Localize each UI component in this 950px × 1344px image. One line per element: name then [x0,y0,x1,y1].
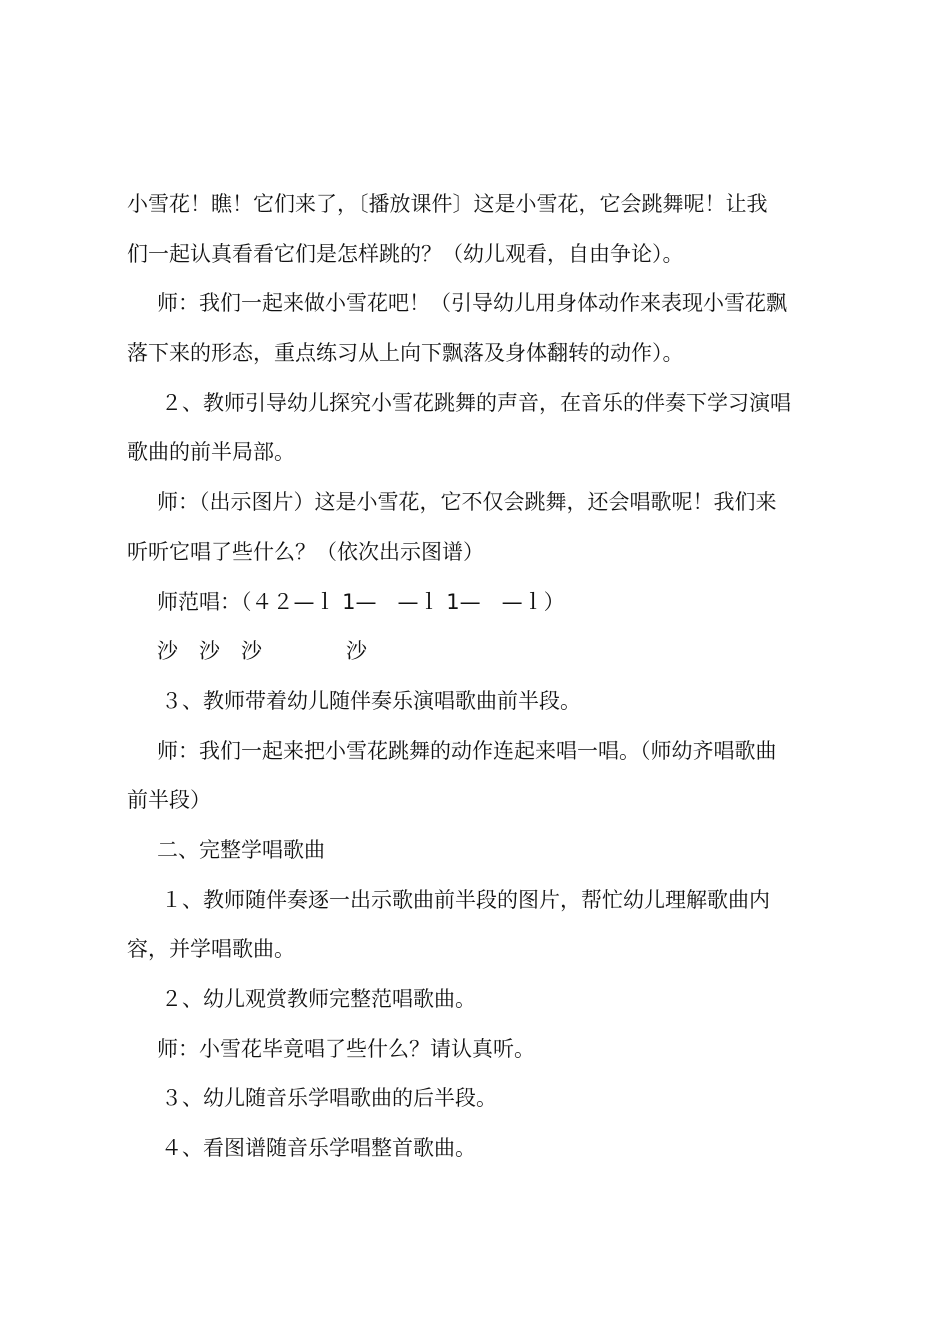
text-line-18: 师：小雪花毕竟唱了些什么？请认真听。 [157,1036,535,1061]
text-line-6: 歌曲的前半局部。 [127,440,295,465]
text-line-20: ４、看图谱随音乐学唱整首歌曲。 [161,1136,476,1161]
text-line-17: ２、幼儿观赏教师完整范唱歌曲。 [161,987,476,1011]
text-line-11: ３、教师带着幼儿随伴奏乐演唱歌曲前半段。 [161,688,581,713]
score-line: 师范唱：（４２—ｌ 1— —ｌ 1— —ｌ） [157,589,565,614]
text-line-7: 师：（出示图片）这是小雪花，它不仅会跳舞，还会唱歌呢！我们来 [157,490,777,515]
text-line-12: 师：我们一起来把小雪花跳舞的动作连起来唱一唱。（师幼齐唱歌曲 [157,738,777,763]
document-body [127,180,837,1174]
text-line-1: 小雪花！瞧！它们来了，〔播放课件〕这是小雪花，它会跳舞呢！让我 [127,192,768,216]
section-heading: 二、完整学唱歌曲 [157,837,325,862]
text-line-5: ２、教师引导幼儿探究小雪花跳舞的声音，在音乐的伴奏下学习演唱 [161,390,791,415]
lyric-line: 沙 沙 沙 沙 [157,639,367,664]
text-line-3: 师：我们一起来做小雪花吧！（引导幼儿用身体动作来表现小雪花飘 [157,291,787,316]
text-line-4: 落下来的形态，重点练习从上向下飘落及身体翻转的动作）。 [127,341,684,366]
text-line-13: 前半段） [127,788,211,813]
text-line-8: 听听它唱了些什么？（依次出示图谱） [127,539,484,564]
text-line-2: 们一起认真看看它们是怎样跳的？（幼儿观看，自由争论）。 [127,241,684,266]
text-line-19: ３、幼儿随音乐学唱歌曲的后半段。 [161,1086,497,1111]
text-line-16: 容，并学唱歌曲。 [127,937,295,962]
text-line-15: １、教师随伴奏逐一出示歌曲前半段的图片，帮忙幼儿理解歌曲内 [161,887,770,912]
